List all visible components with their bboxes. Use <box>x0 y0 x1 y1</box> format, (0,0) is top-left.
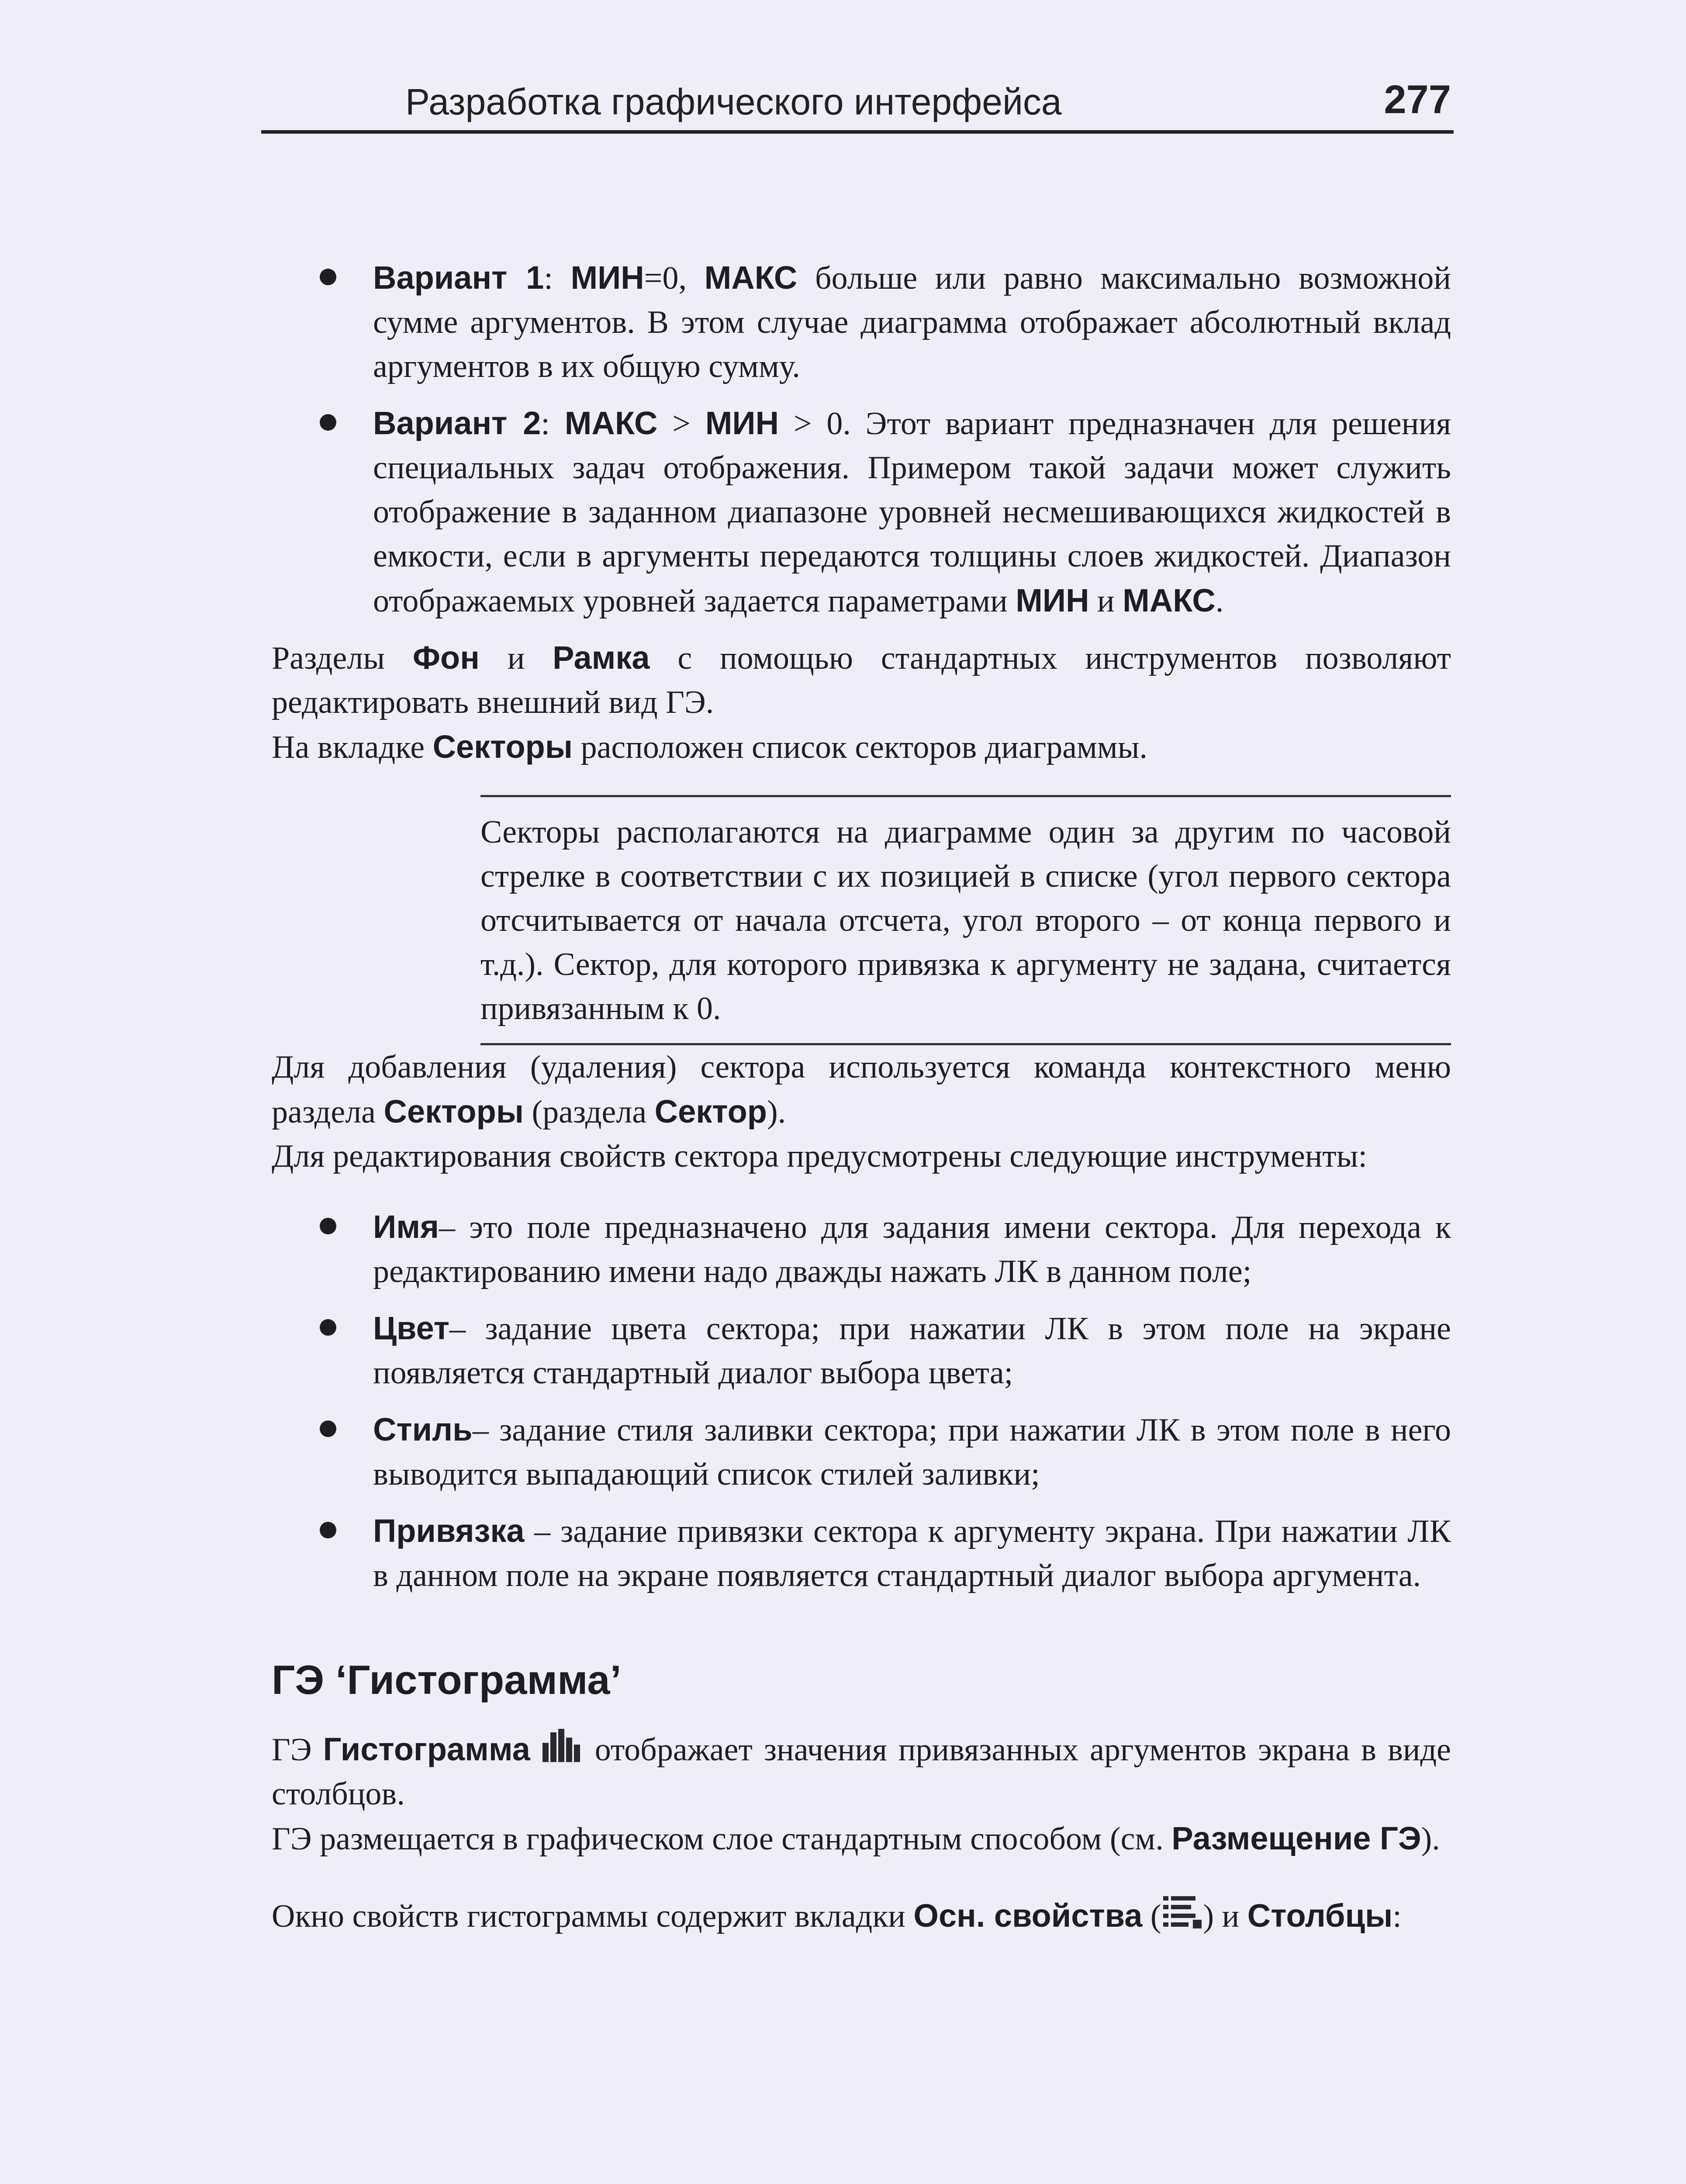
list-item: Имя– это поле предназначено для задания имени сектора. Для перехода к редактированию имени надо дважды нажать ЛК в данном поле; <box>272 1205 1451 1294</box>
paragraph-add-sector: Для добавления (удаления) сектора используется команда контекстного меню раздела Секторы (раздела Сектор). <box>272 1049 1451 1130</box>
section-heading: ГЭ ‘Гистограмма’ <box>272 1657 622 1703</box>
bullet-icon <box>320 414 336 431</box>
bullet-icon <box>320 1218 336 1234</box>
tools-list <box>272 1205 1451 1598</box>
paragraph-edit-tools: Для редактирования свойств сектора предусмотрены следующие инструменты: <box>272 1138 1368 1174</box>
bullet-icon <box>320 1522 336 1538</box>
paragraph-histogram: ГЭ Гистограмма отображает значения привязанных аргументов экрана в виде столбцов. <box>272 1727 1451 1816</box>
paragraph-frames: Разделы Фон и Рамка с помощью стандартных инструментов позволяют редактировать внешний вид ГЭ. <box>272 639 1451 720</box>
properties-list-icon <box>1161 1894 1203 1929</box>
header-rule <box>261 130 1454 134</box>
bullet-icon <box>320 1319 336 1336</box>
histogram-icon <box>542 1728 584 1763</box>
page-number: 277 <box>1384 77 1451 122</box>
paragraph-placement: ГЭ размещается в графическом слое стандартным способом (см. Размещение ГЭ). <box>272 1820 1440 1857</box>
note-box <box>480 795 1451 1045</box>
bullet-icon <box>320 1420 336 1437</box>
page-content <box>272 256 1451 1939</box>
variant-list <box>272 256 1451 623</box>
paragraph-sectors: На вкладке Секторы расположен список секторов диаграммы. <box>272 729 1147 765</box>
paragraph-properties-window: Окно свойств гистограммы содержит вкладки Осн. свойства ( ) и Столбцы: <box>272 1894 1451 1939</box>
list-item: Вариант 2: МАКС > МИН > 0. Этот вариант предназначен для решения специальных задач отображения. Примером такой задачи может служить отображение в заданном диапазоне уровней несмешивающихся жидкостей в емкости, если в аргументы передаются толщины слоев жидкостей. Диапазон отображаемых уровней задается параметрами МИН и МАКС. <box>272 401 1451 623</box>
note-text: Секторы располагаются на диаграмме один за другим по часовой стрелке в соответствии с их позицией в списке (угол первого сектора отсчитывается от начала отсчета, угол второго – от конца первого и т.д.). Сектор, для которого привязка к аргументу не задана, считается привязанным к 0. <box>480 814 1451 1026</box>
list-item: Стиль– задание стиля заливки сектора; при нажатии ЛК в этом поле в него выводится выпадающий список стилей заливки; <box>272 1407 1451 1496</box>
list-item: Вариант 1: МИН=0, МАКС больше или равно максимально возможной сумме аргументов. В этом случае диаграмма отображает абсолютный вклад аргументов в их общую сумму. <box>272 256 1451 389</box>
list-item: Привязка – задание привязки сектора к аргументу экрана. При нажатии ЛК в данном поле на экране появляется стандартный диалог выбора аргумента. <box>272 1509 1451 1598</box>
bullet-icon <box>320 269 336 285</box>
running-header-title: Разработка графического интерфейса <box>405 81 1062 122</box>
list-item: Цвет– задание цвета сектора; при нажатии ЛК в этом поле на экране появляется стандартный диалог выбора цвета; <box>272 1306 1451 1395</box>
